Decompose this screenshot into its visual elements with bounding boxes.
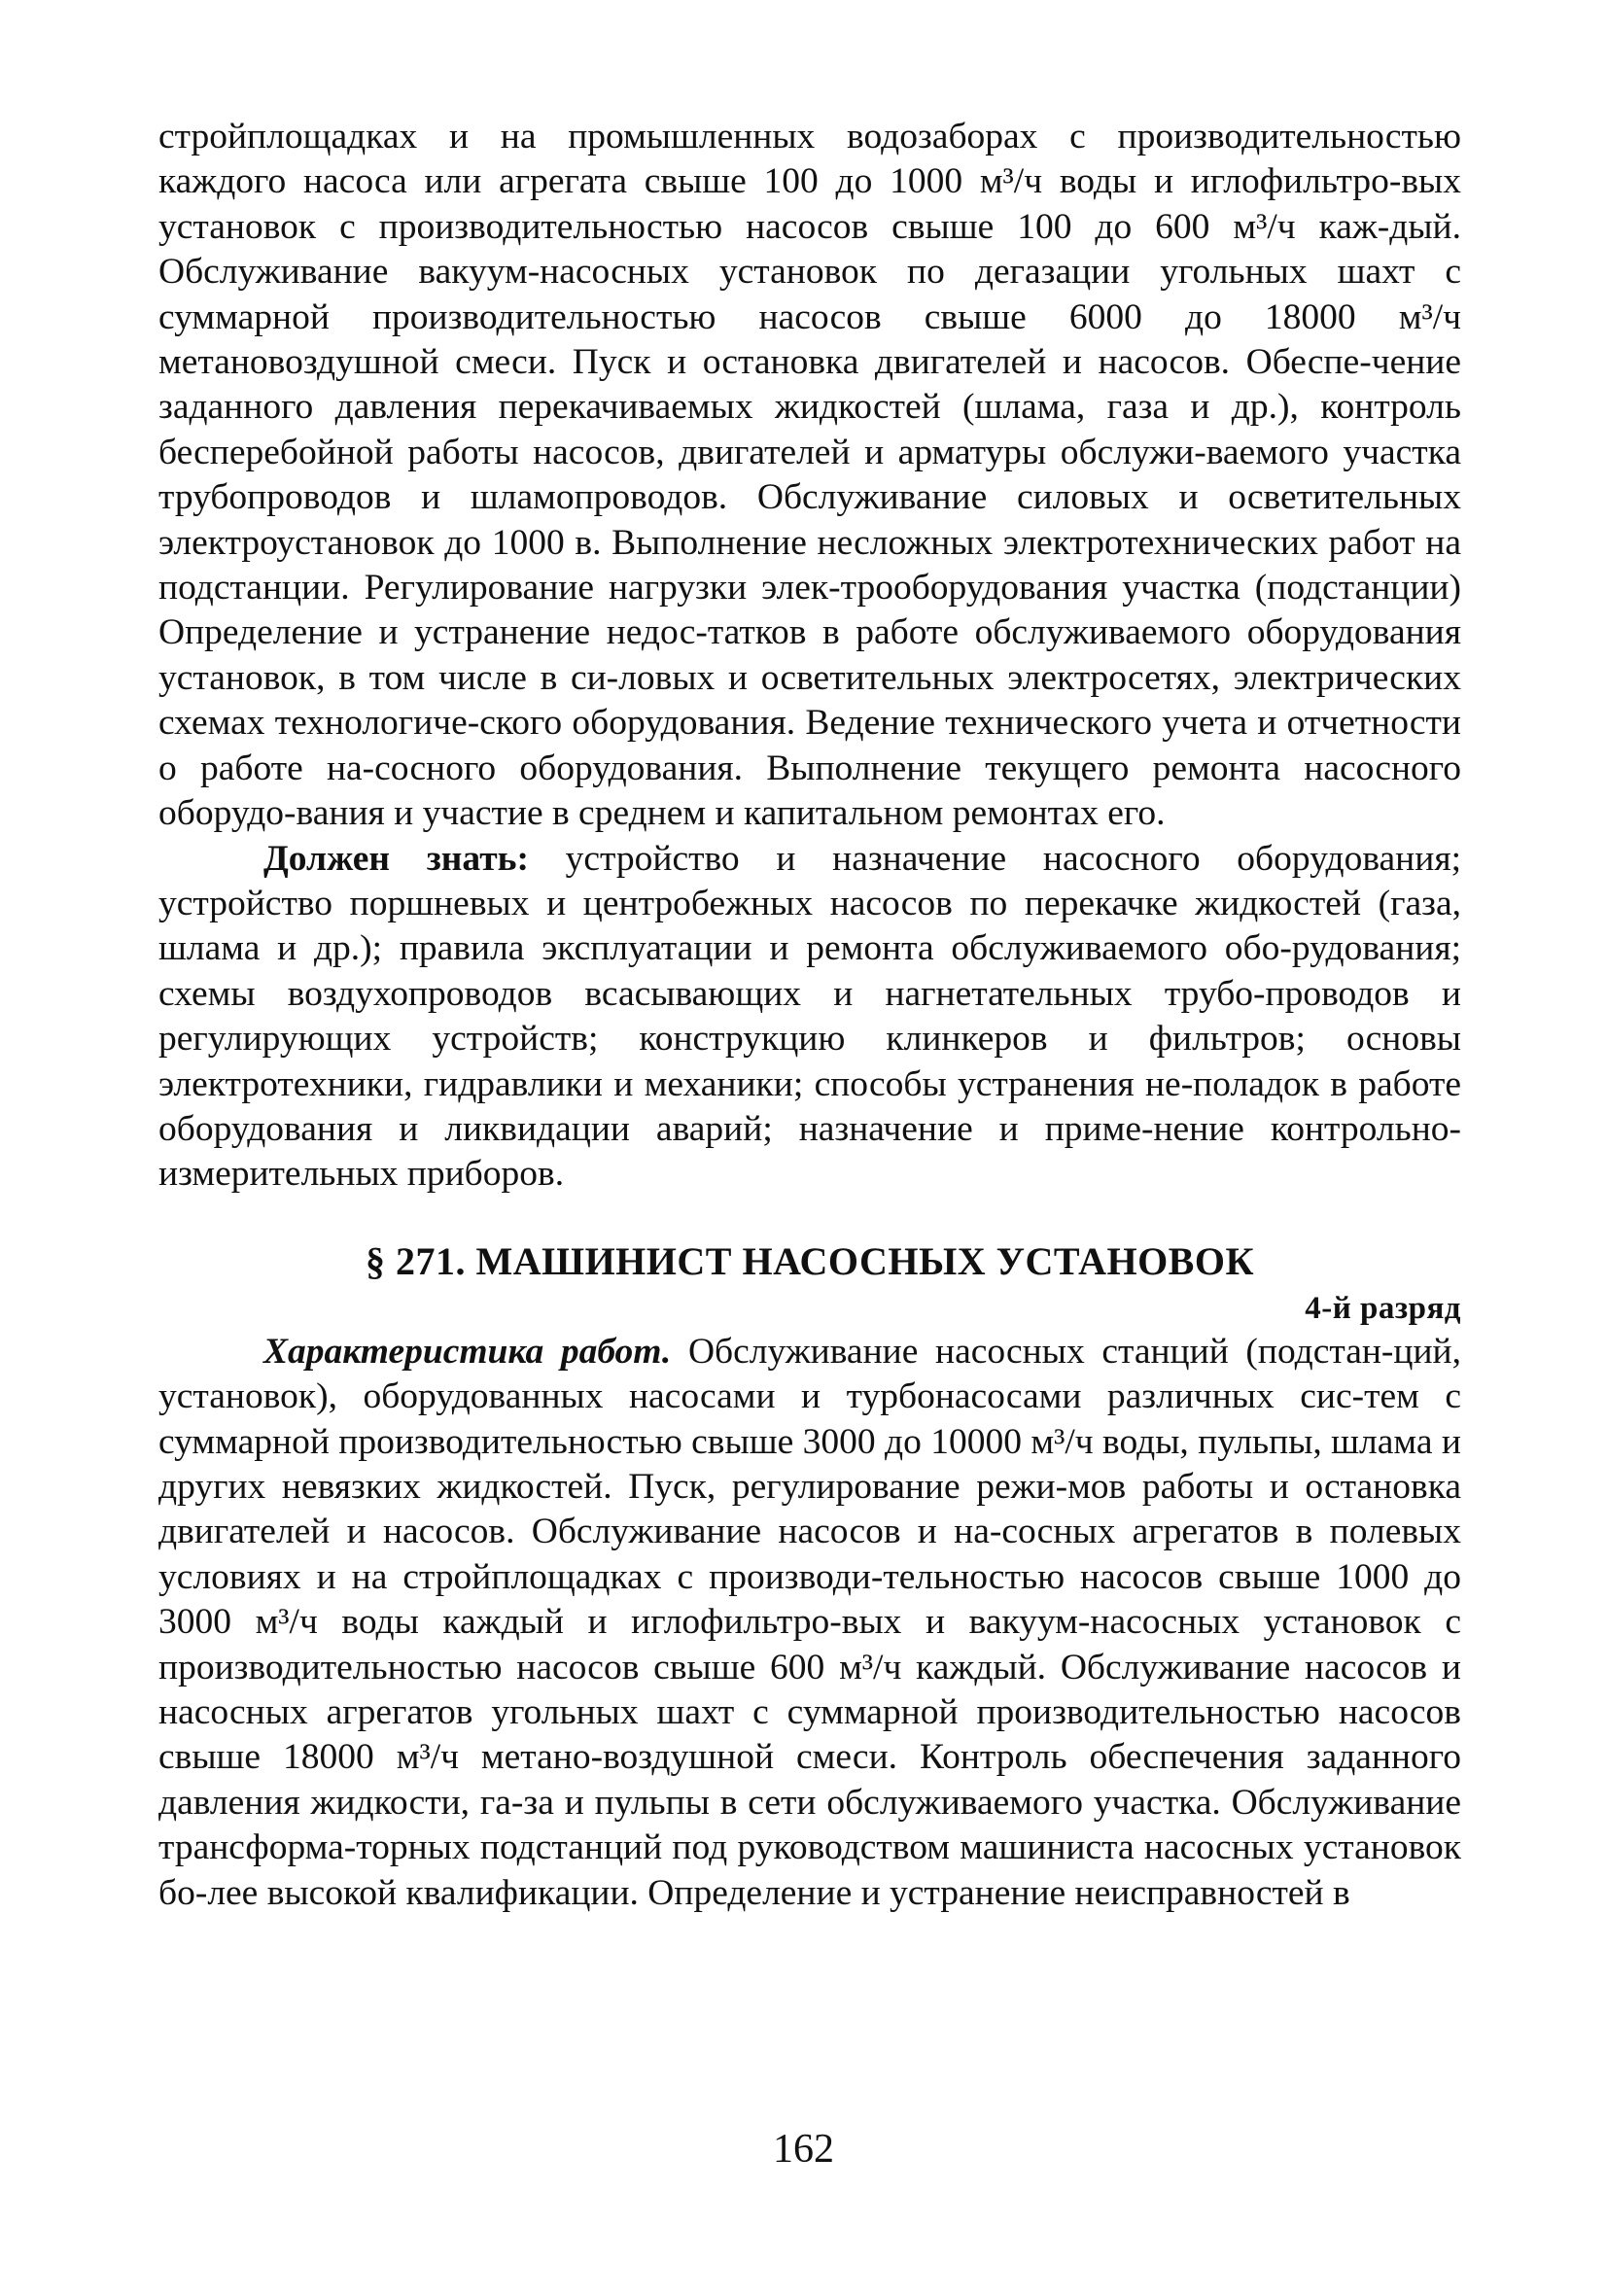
characteristics-paragraph [158, 1330, 1461, 1916]
knowledge-text: устройство и назначение насосного оборудования; устройство поршневых и центробежных насосов по перекачке жидкостей (газа, шлама и др.); правила эксплуатации и ремонта обслуживаемого обо-рудования; схемы воздухопроводов всасывающих и нагнетательных трубо-проводов и регулирующих устройств; конструкцию клинкеров и фильтров; основы электротехники, гидравлики и механики; способы устранения не-поладок в работе оборудования и ликвидации аварий; назначение и приме-нение контрольно-измерительных приборов. [158, 838, 1461, 1195]
knowledge-paragraph [158, 837, 1461, 1198]
page-number: 162 [773, 2127, 834, 2172]
characteristics-label: Характеристика работ. [263, 1331, 672, 1372]
section-title: § 271. МАШИНИСТ НАСОСНЫХ УСТАНОВОК [366, 1238, 1254, 1283]
paragraph-continued: стройплощадках и на промышленных водозаборах с производительностью каждого насоса или агрегата свыше 100 до 1000 м³/ч воды и иглофильтро-вых установок с производительностью насосов свыше 100 до 600 м³/ч каж-дый. Обслуживание вакуум-насосных установок по дегазации угольных шахт с суммарной производительностью насосов свыше 6000 до 18000 м³/ч метановоздушной смеси. Пуск и остановка двигателей и насосов. Обеспе-чение заданного давления перекачиваемых жидкостей (шлама, газа и др.), контроль бесперебойной работы насосов, двигателей и арматуры обслужи-ваемого участка трубопроводов и шламопроводов. Обслуживание силовых и осветительных электроустановок до 1000 в. Выполнение несложных электротехнических работ на подстанции. Регулирование нагрузки элек-трооборудования участка (подстанции) Определение и устранение недос-татков в работе обслуживаемого оборудования установок, в том числе в си-ловых и осветительных электросетях, электрических схемах технологиче-ского оборудования. Ведение технического учета и отчетности о работе на-сосного оборудования. Выполнение текущего ремонта насосного оборудо-вания и участие в среднем и капитальном ремонтах его. [158, 117, 1461, 834]
knowledge-label: Должен знать: [263, 838, 529, 879]
characteristics-text: Обслуживание насосных станций (подстан-ций, установок), оборудованных насосами и турбонасосами различных сис-тем с суммарной производительностью свыше 3000 до 10000 м³/ч воды, пульпы, шлама и других невязких жидкостей. Пуск, регулирование режи-мов работы и остановка двигателей и насосов. Обслуживание насосов и на-сосных агрегатов в полевых условиях и на стройплощадках с производи-тельностью насосов свыше 1000 до 3000 м³/ч воды каждый и иглофильтро-вых и вакуум-насосных установок с производительностью насосов свыше 600 м³/ч каждый. Обслуживание насосов и насосных агрегатов угольных шахт с суммарной производительностью насосов свыше 18000 м³/ч метано-воздушной смеси. Контроль обеспечения заданного давления жидкости, га-за и пульпы в сети обслуживаемого участка. Обслуживание трансформа-торных подстанций под руководством машиниста насосных установок бо-лее высокой квалификации. Определение и устранение неисправностей в [158, 1331, 1461, 1913]
grade-label: 4-й разряд [1305, 1290, 1461, 1326]
page-body [158, 115, 1461, 1916]
